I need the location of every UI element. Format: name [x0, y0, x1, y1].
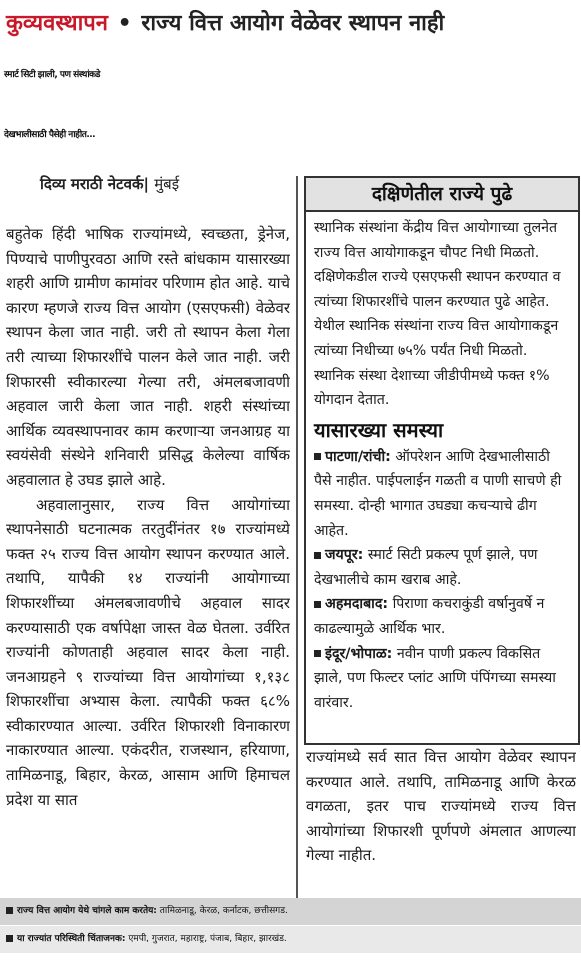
sidebar-box-body	[306, 212, 578, 715]
problem-item	[314, 642, 572, 716]
footer-row-good-states	[0, 898, 581, 925]
problem-item	[314, 445, 572, 543]
square-bullet-icon	[314, 650, 321, 657]
footer-row-1-value: तामिळनाडू, केरळ, कर्नाटक, छत्तीसगड.	[159, 906, 288, 916]
sidebar-box	[304, 176, 580, 745]
byline-city: मुंबई	[154, 175, 180, 193]
article-right-continuation: राज्यांमध्ये सर्व सात वित्त आयोग वेळेवर स्थापन करण्यात आले. तथापि, तामिळनाडू आणि केरळ वगळता, इतर पाच राज्यांमध्ये राज्य वित्त आयोगांच्या शिफारशी पूर्णपणे अंमलात आणल्या गेल्या नाहीत.	[306, 748, 576, 865]
problem-item-place: अहमदाबाद:	[325, 596, 389, 613]
problem-item-place: पाटणा/रांची:	[325, 448, 391, 465]
square-bullet-icon	[6, 907, 13, 914]
sidebar-box-subheading: यासारख्या समस्या	[314, 417, 444, 442]
article-paragraph-2: अहवालानुसार, राज्य वित्त आयोगांच्या स्थापनेसाठी घटनात्मक तरतुदींनंतर १७ राज्यांमध्ये फक्त २५ राज्य वित्त आयोग स्थापन करण्यात आले. तथापि, यापैकी १४ राज्यांनी आयोगाच्या शिफारशींच्या अंमलबजावणीचे अहवाल सादर करण्यासाठी एक वर्षापेक्षा जास्त वेळ घेतला. उर्वरित राज्यांनी कोणताही अहवाल सादर केला नाही. जनआग्रहने ९ राज्यांच्या वित्त आयोगांच्या १,१३८ शिफारशींचा अभ्यास केला. त्यापैकी फक्त ६८% स्वीकारण्यात आल्या. उर्वरित शिफारशी विनाकारण नाकारण्यात आल्या. एकंदरीत, राजस्थान, हरियाणा, तामिळनाडू, बिहार, केरळ, आसाम आणि हिमाचल प्रदेश या सात	[6, 495, 290, 809]
sidebar-box-intro: स्थानिक संस्थांना केंद्रीय वित्त आयोगाच्या तुलनेत राज्य वित्त आयोगाकडून चौपट निधी मिळतो. दक्षिणेकडील राज्ये एसएफसी स्थापन करण्यात व त्यांच्या शिफारशींचे पालन करण्यात पुढे आहेत. येथील स्थानिक संस्थांना राज्य वित्त आयोगाकडून त्यांच्या निधीच्या ७५% पर्यंत निधी मिळतो. स्थानिक संस्था देशाच्या जीडीपीमध्ये फक्त १% योगदान देतात.	[314, 220, 561, 409]
headline-line-2: देखभालीसाठी पैसेही नाहीत...	[4, 130, 96, 140]
footer-row-concern-states	[0, 926, 581, 953]
footer-row-2-label: या राज्यांत परिस्थिती चिंताजनक:	[17, 934, 126, 944]
byline	[40, 174, 179, 194]
square-bullet-icon	[314, 453, 321, 460]
square-bullet-icon	[6, 935, 13, 942]
article-left-column	[6, 222, 290, 897]
kicker-bullet: •	[117, 11, 132, 36]
byline-separator: |	[143, 175, 149, 193]
column-divider	[296, 176, 298, 906]
problem-item	[314, 543, 572, 592]
problem-item-text: नवीन पाणी प्रकल्प विकसित झाले, पण फिल्टर प्लांट आणि पंपिंगच्या समस्या वारंवार.	[314, 645, 556, 711]
sidebar-box-title: दक्षिणेतील राज्ये पुढे	[306, 178, 578, 212]
kicker	[6, 4, 575, 44]
byline-source: दिव्य मराठी नेटवर्क	[40, 175, 144, 193]
footer-row-2-value: एमपी, गुजरात, महाराष्ट्र, पंजाब, बिहार, झारखंड.	[128, 934, 287, 944]
kicker-subtitle: राज्य वित्त आयोग वेळेवर स्थापन नाही	[141, 11, 445, 36]
footer-row-1-label: राज्य वित्त आयोग येथे चांगले काम करतेय:	[17, 906, 157, 916]
problem-item-text: स्मार्ट सिटी प्रकल्प पूर्ण झाले, पण देखभालीचे काम खराब आहे.	[314, 547, 538, 588]
article-paragraph-1: बहुतेक हिंदी भाषिक राज्यांमध्ये, स्वच्छता, ड्रेनेज, पिण्याचे पाणीपुरवठा आणि रस्ते बांधकाम यासारख्या शहरी आणि ग्रामीण कामांवर परिणाम होत आहे. याचे कारण म्हणजे राज्य वित्त आयोग (एसएफसी) वेळेवर स्थापन केला जात नाही. जरी तो स्थापन केला गेला तरी त्याच्या शिफारशींचे पालन केले जात नाही. जरी शिफारसी स्वीकारल्या गेल्या तरी, अंमलबजावणी अहवाल जारी केला जात नाही. शहरी संस्थांच्या आर्थिक व्यवस्थापनावर काम करणाऱ्या जनआग्रह या स्वयंसेवी संस्थेने शनिवारी प्रसिद्ध केलेल्या वार्षिक अहवालात हे उघड झाले आहे.	[6, 225, 290, 489]
kicker-label: कुव्यवस्थापन	[6, 11, 108, 36]
problem-item-text: पिराणा कचराकुंडी वर्षानुवर्षे न काढल्यामुळे आर्थिक भार.	[314, 596, 545, 637]
problem-item-text: ऑपरेशन आणि देखभालीसाठी पैसे नाहीत. पाईपलाईन गळती व पाणी साचणे ही समस्या. दोन्ही भागात उघड्या कचऱ्याचे ढीग आहेत.	[314, 448, 562, 539]
problem-item-place: इंदूर/भोपाळ:	[325, 645, 393, 662]
problem-item	[314, 592, 572, 641]
problem-item-place: जयपूर:	[325, 547, 364, 564]
headline-line-1: स्मार्ट सिटी झाली, पण संस्थांकडे	[4, 70, 100, 80]
square-bullet-icon	[314, 552, 321, 559]
square-bullet-icon	[314, 601, 321, 608]
